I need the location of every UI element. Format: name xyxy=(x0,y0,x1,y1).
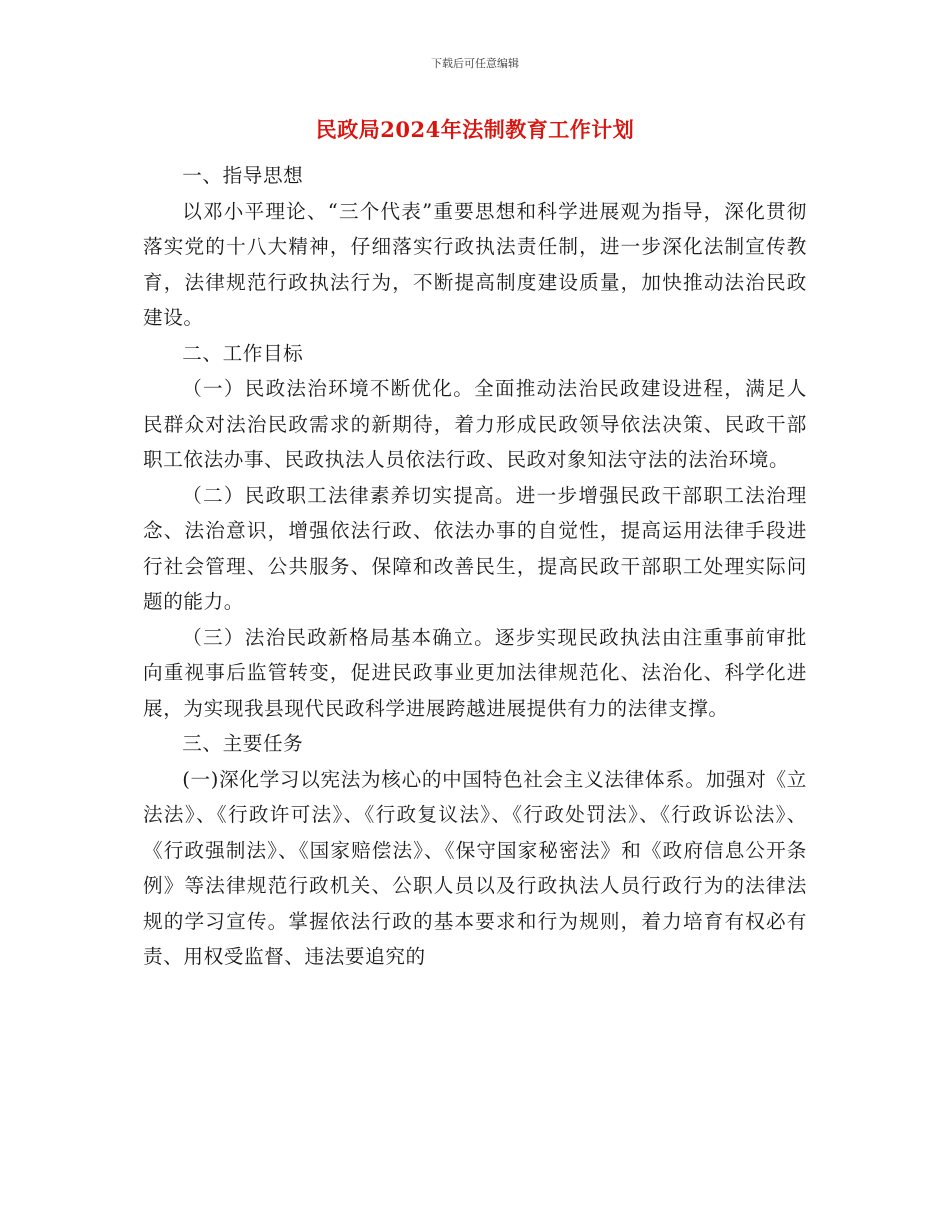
section-heading-work-goals: 二、工作目标 xyxy=(182,341,304,365)
document-title: 民政局2024年法制教育工作计划 xyxy=(315,117,635,142)
paragraph-task-1: (一)深化学习以宪法为核心的中国特色社会主义法律体系。加强对《立法法》、《行政许可法》、《行政复议法》、《行政处罚法》、《行政诉讼法》、《行政强制法》、《国家赔偿法》、《保守国家秘密法》和《政府信息公开条例》等法律规范行政机关、公职人员以及行政执法人员行政行为的法律法规的学习宣传。掌握依法行政的基本要求和行为规则，着力培育有权必有责、用权受监督、违法要追究的 xyxy=(143,767,807,968)
paragraph-goal-1: （一）民政法治环境不断优化。全面推动法治民政建设进程，满足人民群众对法治民政需求的新期待，着力形成民政领导依法决策、民政干部职工依法办事、民政执法人员依法行政、民政对象知法守法的法治环境。 xyxy=(143,377,807,471)
section-heading-main-tasks: 三、主要任务 xyxy=(182,732,304,755)
paragraph-goal-3: （三）法治民政新格局基本确立。逐步实现民政执法由注重事前审批向重视事后监管转变，促进民政事业更加法律规范化、法治化、科学化进展，为实现我县现代民政科学进展跨越进展提供有力的法律支撑。 xyxy=(143,625,807,720)
section-heading-guiding-ideology: 一、指导思想 xyxy=(182,164,304,187)
paragraph-guiding-ideology: 以邓小平理论、“三个代表”重要思想和科学进展观为指导，深化贯彻落实党的十八大精神，仔细落实行政执法责任制，进一步深化法制宣传教育，法律规范行政执法行为，不断提高制度建设质量，加快推动法治民政建设。 xyxy=(143,199,807,329)
header-note: 下载后可任意编辑 xyxy=(431,57,519,70)
document-body xyxy=(143,158,807,975)
paragraph-goal-2: （二）民政职工法律素养切实提高。进一步增强民政干部职工法治理念、法治意识，增强依法行政、依法办事的自觉性，提高运用法律手段进行社会管理、公共服务、保障和改善民生，提高民政干部职工处理实际问题的能力。 xyxy=(143,483,807,613)
